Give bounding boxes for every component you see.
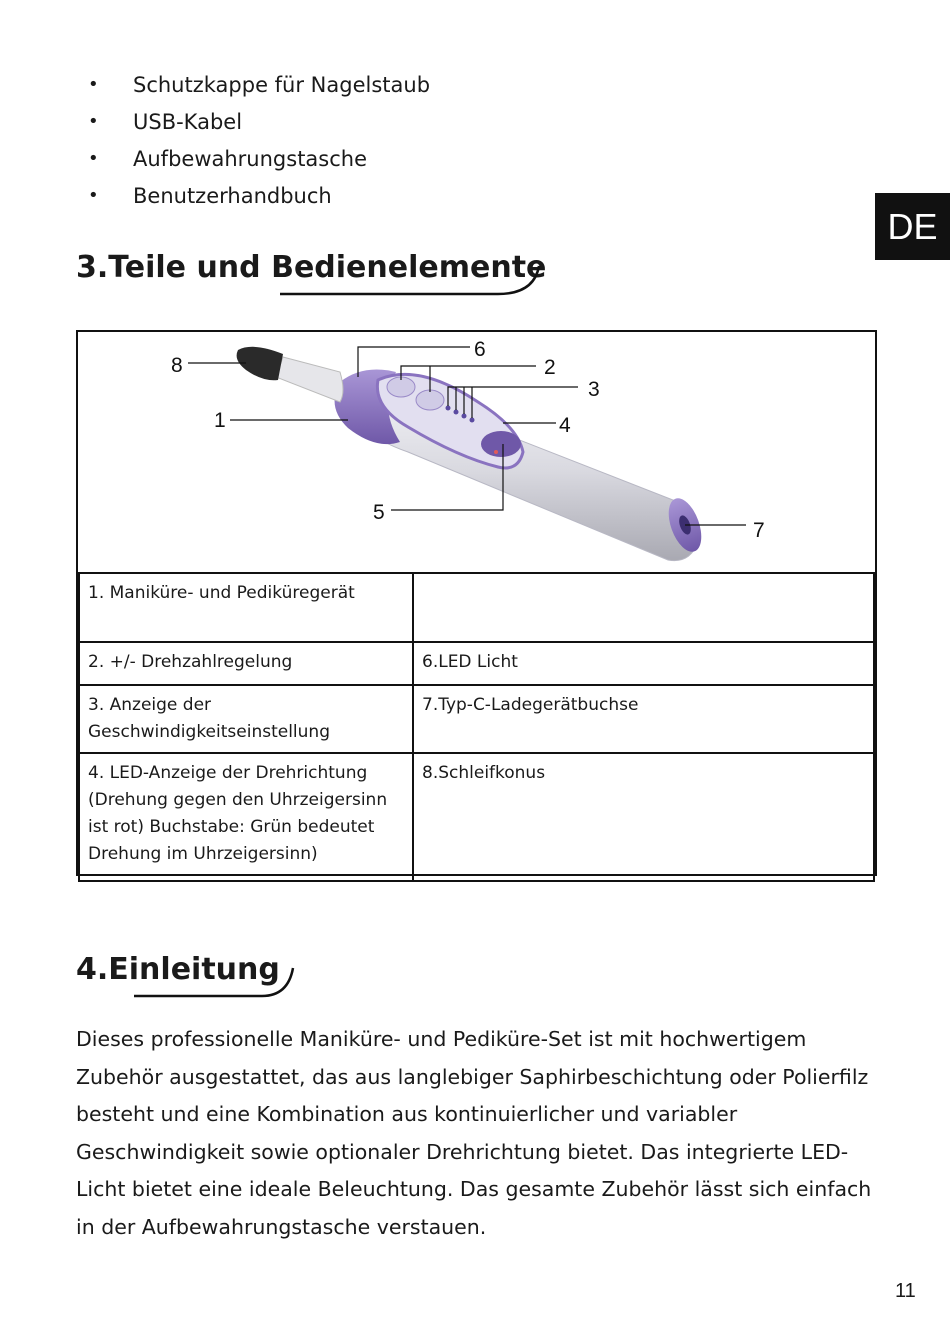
table-row [79, 753, 874, 881]
callout-3: 3 [588, 378, 600, 401]
table-cell: 2. +/- Drehzahlregelung [79, 642, 413, 685]
callout-4: 4 [559, 414, 571, 437]
list-item: • Schutzkappe für Nagelstaub [88, 70, 430, 107]
table-cell: 8.Schleifkonus [413, 753, 874, 881]
heading-underline-swoosh [276, 262, 546, 298]
heading-underline-swoosh [130, 964, 300, 1000]
section-3-title: 3.Teile und Bedienelemente [76, 250, 547, 285]
list-item: • USB-Kabel [88, 107, 430, 144]
intro-paragraph: Dieses professionelle Maniküre- und Pediküre-Set ist mit hochwertigem Zubehör ausgestattet, das aus langlebiger Saphirbeschichtung oder Polierfilz besteht und eine Kombination aus kontinuierlicher und variabler Geschwindigkeit sowie optionaler Drehrichtung bietet. Das integrierte LED-Licht bietet eine ideale Beleuchtung. Das gesamte Zubehör lässt sich einfach in der Aufbewahrungstasche verstauen. [76, 1027, 872, 1239]
table-row [79, 685, 874, 753]
callout-2: 2 [544, 356, 556, 379]
table-cell: 1. Maniküre- und Pediküregerät [79, 573, 413, 642]
accessory-list [88, 70, 430, 218]
callout-8: 8 [171, 354, 183, 377]
list-item: • Benutzerhandbuch [88, 181, 430, 218]
callout-7: 7 [753, 519, 765, 542]
parts-figure-box [76, 330, 877, 876]
section-4-heading [76, 950, 280, 990]
section-4-title: 4.Einleitung [76, 952, 280, 987]
language-tab: DE [875, 193, 950, 260]
page-number: 11 [895, 1280, 916, 1302]
callout-1: 1 [214, 409, 226, 432]
table-cell: 3. Anzeige der Geschwindigkeitseinstellung [79, 685, 413, 753]
table-cell: 6.LED Licht [413, 642, 874, 685]
section-3-heading [76, 248, 546, 288]
callout-5: 5 [373, 501, 385, 524]
table-cell: 4. LED-Anzeige der Drehrichtung (Drehung gegen den Uhrzeigersinn ist rot) Buchstabe: Grün bedeutet Drehung im Uhrzeigersinn) [79, 753, 413, 881]
table-cell: 7.Typ-C-Ladegerätbuchse [413, 685, 874, 753]
list-item: • Aufbewahrungstasche [88, 144, 430, 181]
callout-6: 6 [474, 338, 486, 361]
table-row [79, 573, 874, 642]
table-row [79, 642, 874, 685]
parts-table [78, 572, 875, 882]
table-cell [413, 573, 874, 642]
device-illustration [78, 332, 875, 572]
